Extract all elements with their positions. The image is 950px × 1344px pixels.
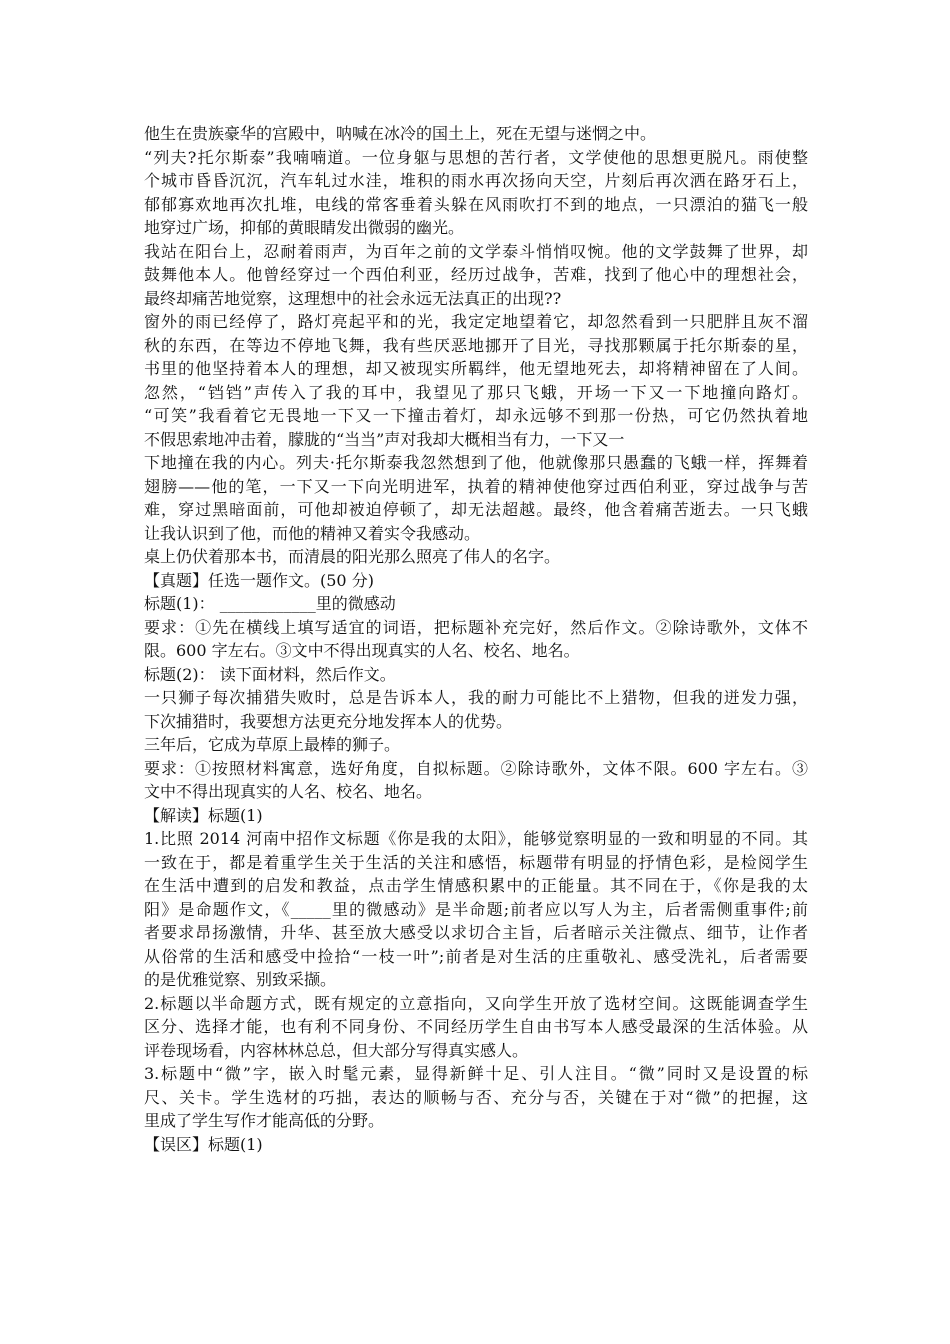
text-line: 标题(1)： ____________里的微感动	[144, 594, 396, 613]
text-line: 文中不得出现真实的人名、校名、地名。	[144, 782, 433, 801]
text-line: 尺、关卡。学生选材的巧拙，表达的顺畅与否、充分与否，关键在于对“微”的把握，这	[144, 1087, 808, 1107]
text-line: 限。600 字左右。③文中不得出现真实的人名、校名、地名。	[144, 641, 580, 660]
text-line: 在生活中遭到的启发和教益，点击学生情感积累中的正能量。其不同在于，《你是我的太	[144, 876, 808, 895]
text-line: 秋的东西，在等边不停地飞舞，我有些厌恶地挪开了目光，寻找那颗属于托尔斯泰的星，	[144, 335, 808, 355]
text-line: “列夫?托尔斯泰”我喃喃道。一位身躯与思想的苦行者，文学使他的思想更脱凡。雨使整	[144, 147, 808, 167]
text-line: 地穿过广场，抑郁的黄眼睛发出微弱的幽光。	[144, 218, 465, 237]
text-line: 【误区】标题(1)	[144, 1134, 263, 1154]
text-line: 3.标题中“微”字，嵌入时髦元素，显得新鲜十足、引人注目。“微”同时又是设置的标	[144, 1064, 808, 1083]
text-line: 三年后，它成为草原上最棒的狮子。	[144, 735, 401, 754]
text-line: 者要求昂扬激情，升华、甚至放大感受以求切合主旨，后者暗示关注微点、细节，让作者	[144, 923, 808, 942]
text-line: 书里的他坚持着本人的理想，却又被现实所羁绊，他无望地死去，却将精神留在了人间。	[144, 359, 808, 378]
text-line: 1.比照 2014 河南中招作文标题《你是我的太阳》，能够觉察明显的一致和明显的不同。其	[144, 829, 808, 848]
text-line: “可笑”我看着它无畏地一下又一下撞击着灯，却永远够不到那一份热，可它仍然执着地	[144, 406, 808, 425]
text-line: 不假思索地冲击着，朦胧的“当当”声对我却大概相当有力，一下又一	[144, 429, 625, 449]
text-line: 翅膀——他的笔，一下又一下向光明进军，执着的精神使他穿过西伯利亚，穿过战争与苦	[144, 476, 808, 496]
text-line: 【真题】任选一题作文。(50 分)	[144, 570, 374, 590]
document-page	[144, 122, 808, 1156]
text-line: 鼓舞他本人。他曾经穿过一个西伯利亚，经历过战争，苦难，找到了他心中的理想社会，	[144, 265, 808, 284]
text-line: 他生在贵族豪华的宫殿中，呐喊在冰冷的国土上，死在无望与迷惘之中。	[144, 124, 657, 143]
text-line: 评卷现场看，内容林林总总，但大部分写得真实感人。	[144, 1040, 529, 1060]
text-line: 忽然，“铛铛”声传入了我的耳中，我望见了那只飞蛾，开场一下又一下地撞向路灯。	[144, 382, 808, 402]
text-line: 标题(2)： 读下面材料，然后作文。	[144, 664, 396, 684]
text-line: 下地撞在我的内心。列夫·托尔斯泰我忽然想到了他，他就像那只愚蠢的飞蛾一样，挥舞着	[144, 453, 808, 472]
text-line: 桌上仍伏着那本书，而清晨的阳光那么照亮了伟人的名字。	[144, 547, 561, 566]
text-line: 要求：①按照材料寓意，选好角度，自拟标题。②除诗歌外，文体不限。600 字左右。③	[144, 758, 808, 778]
text-line: 难，穿过黑暗面前，可他却被迫停顿了，却无法超越。最终，他含着痛苦逝去。一只飞蛾	[144, 500, 808, 519]
text-line: 的是优雅觉察、别致采撷。	[144, 970, 337, 989]
text-line: 从俗常的生活和感受中捡拾“一枝一叶”;前者是对生活的庄重敬礼、感受洗礼，后者需要	[144, 946, 808, 966]
text-line: 郁郁寡欢地再次扎堆，电线的常客垂着头躲在风雨吹打不到的地点，一只漂泊的猫飞一般	[144, 194, 808, 214]
text-line: 窗外的雨已经停了，路灯亮起平和的光，我定定地望着它，却忽然看到一只肥胖且灰不溜	[144, 312, 808, 331]
text-line: 个城市昏昏沉沉，汽车轧过水洼，堆积的雨水再次扬向天空，片刻后再次洒在路牙石上，	[144, 171, 808, 190]
text-line: 区分、选择才能，也有利不同身份、不同经历学生自由书写本人感受最深的生活体验。从	[144, 1017, 808, 1036]
text-line: 一只狮子每次捕猎失败时，总是告诉本人，我的耐力可能比不上猎物，但我的迸发力强，	[144, 688, 808, 707]
text-line: 要求：①先在横线上填写适宜的词语，把标题补充完好，然后作文。②除诗歌外，文体不	[144, 617, 808, 637]
text-line: 让我认识到了他，而他的精神又着实令我感动。	[144, 523, 481, 543]
text-line: 我站在阳台上，忍耐着雨声，为百年之前的文学泰斗悄悄叹惋。他的文学鼓舞了世界，却	[144, 241, 808, 261]
text-line: 一致在于，都是着重学生关于生活的关注和感悟，标题带有明显的抒情色彩，是检阅学生	[144, 852, 808, 872]
text-line: 阳》是命题作文，《_____里的微感动》是半命题;前者应以写人为主，后者需侧重事件;前	[144, 899, 808, 919]
text-line: 2.标题以半命题方式，既有规定的立意指向，又向学生开放了选材空间。这既能调查学生	[144, 993, 808, 1013]
text-line: 【解读】标题(1)	[144, 805, 263, 825]
text-line: 下次捕猎时，我要想方法更充分地发挥本人的优势。	[144, 711, 513, 731]
text-line: 里成了学生写作才能高低的分野。	[144, 1111, 385, 1130]
text-line: 最终却痛苦地觉察，这理想中的社会永远无法真正的出现??	[144, 288, 562, 308]
